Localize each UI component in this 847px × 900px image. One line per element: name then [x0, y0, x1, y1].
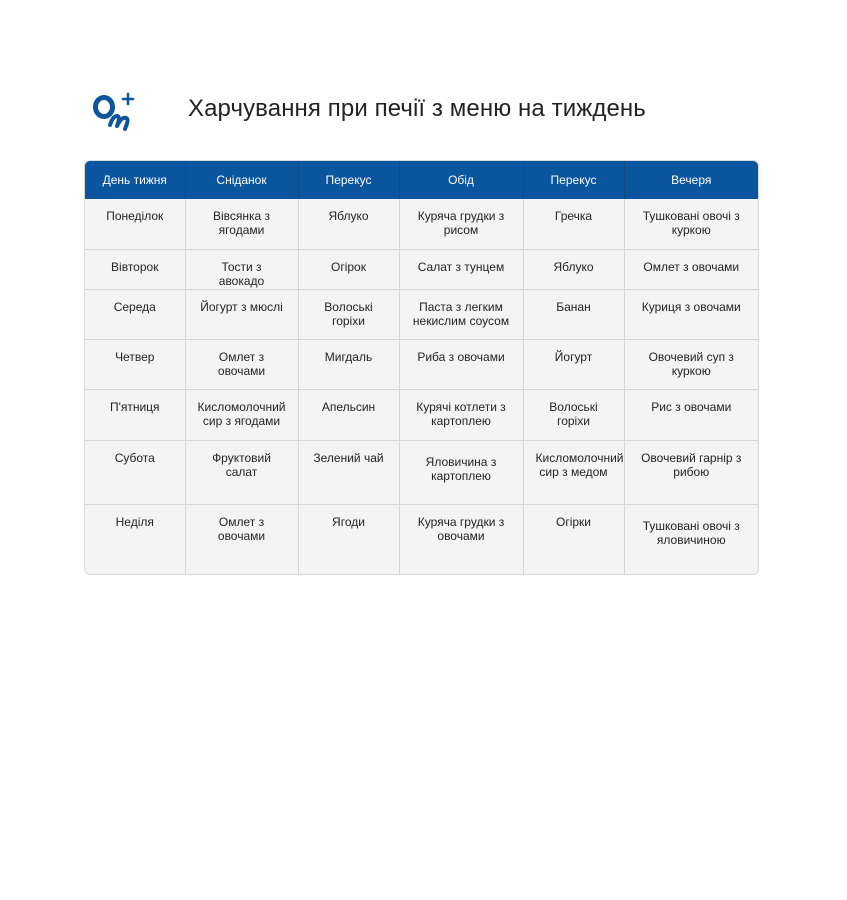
table-cell: Огірки [523, 504, 624, 575]
table-cell: Волоські горіхи [523, 389, 624, 440]
table-cell: Фруктовий салат [185, 440, 298, 504]
column-header-snack-1: Перекус [298, 161, 399, 199]
column-header-dinner: Вечеря [624, 161, 758, 199]
brand-logo-icon [93, 92, 135, 132]
table-cell: Омлет з овочами [185, 339, 298, 389]
column-header-day: День тижня [85, 161, 185, 199]
table-cell: Курячі котлети з картоплею [399, 389, 523, 440]
meal-plan-table [84, 160, 759, 575]
table-cell: Овочевий суп з куркою [624, 339, 758, 389]
table-row [85, 339, 758, 389]
table-cell: Тости з авокадо [185, 249, 298, 289]
table-row [85, 249, 758, 289]
table-row [85, 504, 758, 575]
table-cell-day: Четвер [85, 339, 185, 389]
table-cell: Зелений чай [298, 440, 399, 504]
table-cell: Паста з легким некислим соусом [399, 289, 523, 339]
table-cell: Куряча грудки з рисом [399, 199, 523, 249]
table-cell: Волоські горіхи [298, 289, 399, 339]
table-cell: Овочевий гарнір з рибою [624, 440, 758, 504]
table-cell: Кисломолочний сир з ягодами [185, 389, 298, 440]
table-cell-day: Понеділок [85, 199, 185, 249]
table-body [85, 199, 758, 575]
table-row [85, 199, 758, 249]
table-cell: Апельсин [298, 389, 399, 440]
table-cell: Ягоди [298, 504, 399, 575]
table-cell: Банан [523, 289, 624, 339]
table-row [85, 389, 758, 440]
table-cell: Куриця з овочами [624, 289, 758, 339]
table-cell: Риба з овочами [399, 339, 523, 389]
table-header [85, 161, 758, 199]
table-row [85, 289, 758, 339]
column-header-snack-2: Перекус [523, 161, 624, 199]
table-cell-day: П'ятниця [85, 389, 185, 440]
table-row [85, 440, 758, 504]
table-cell: Омлет з овочами [185, 504, 298, 575]
table-cell: Гречка [523, 199, 624, 249]
column-header-breakfast: Сніданок [185, 161, 298, 199]
table-cell: Салат з тунцем [399, 249, 523, 289]
table-cell: Куряча грудки з овочами [399, 504, 523, 575]
table-cell-day: Неділя [85, 504, 185, 575]
table-cell: Рис з овочами [624, 389, 758, 440]
table-cell-day: Субота [85, 440, 185, 504]
table-cell: Омлет з овочами [624, 249, 758, 289]
table-cell: Йогурт з мюслі [185, 289, 298, 339]
table-cell: Вівсянка з ягодами [185, 199, 298, 249]
table-cell: Йогурт [523, 339, 624, 389]
table-cell: Кисломолочний сир з медом [523, 440, 624, 504]
table-cell-day: Середа [85, 289, 185, 339]
table-cell-day: Вівторок [85, 249, 185, 289]
column-header-lunch: Обід [399, 161, 523, 199]
table-cell: Огірок [298, 249, 399, 289]
table-cell: Мигдаль [298, 339, 399, 389]
header-row [85, 161, 758, 199]
page-title: Харчування при печії з меню на тиждень [188, 95, 646, 122]
table-cell: Яблуко [523, 249, 624, 289]
table-cell: Тушковані овочі з куркою [624, 199, 758, 249]
table-cell: Тушковані овочі з яловичиною [624, 504, 758, 575]
table-cell: Яблуко [298, 199, 399, 249]
table-cell: Яловичина з картоплею [399, 440, 523, 504]
